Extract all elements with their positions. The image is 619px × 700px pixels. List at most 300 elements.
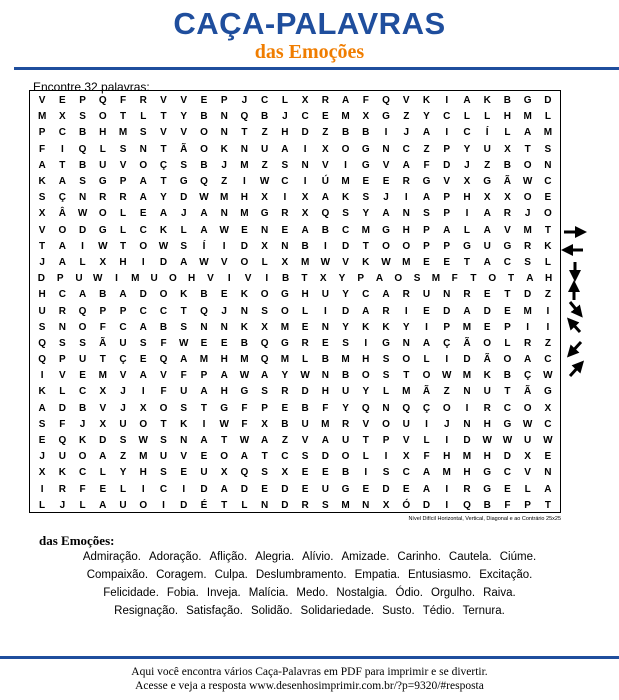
grid-cell[interactable]: V xyxy=(244,273,252,285)
grid-cell[interactable]: Ã xyxy=(422,386,431,398)
grid-cell[interactable]: W xyxy=(199,256,209,268)
grid-cell[interactable]: Q xyxy=(260,337,269,349)
grid-cell[interactable]: A xyxy=(463,305,471,317)
grid-cell[interactable]: Y xyxy=(342,321,349,333)
grid-cell[interactable]: A xyxy=(443,224,451,236)
grid-cell[interactable]: D xyxy=(422,499,431,511)
grid-cell[interactable]: E xyxy=(402,483,410,495)
grid-cell[interactable]: U xyxy=(422,289,431,301)
grid-cell[interactable]: X xyxy=(261,418,268,430)
grid-cell[interactable]: K xyxy=(180,289,188,301)
grid-cell[interactable]: S xyxy=(79,111,86,123)
grid-cell[interactable]: E xyxy=(504,483,511,495)
grid-cell[interactable]: O xyxy=(78,321,87,333)
grid-cell[interactable]: S xyxy=(38,418,46,430)
grid-cell[interactable]: P xyxy=(56,273,64,285)
grid-cell[interactable]: O xyxy=(382,418,390,430)
grid-cell[interactable]: P xyxy=(99,305,107,317)
grid-cell[interactable]: H xyxy=(139,467,147,479)
grid-cell[interactable]: B xyxy=(78,402,87,414)
grid-cell[interactable]: N xyxy=(443,289,451,301)
grid-cell[interactable]: N xyxy=(402,208,410,220)
grid-cell[interactable]: L xyxy=(241,499,248,511)
grid-cell[interactable]: L xyxy=(544,111,551,123)
grid-cell[interactable]: N xyxy=(78,192,87,204)
grid-cell[interactable]: W xyxy=(320,256,331,268)
grid-cell[interactable]: X xyxy=(99,418,107,430)
grid-cell[interactable]: U xyxy=(119,418,127,430)
grid-cell[interactable]: A xyxy=(180,256,188,268)
grid-cell[interactable]: B xyxy=(200,159,208,171)
grid-cell[interactable]: G xyxy=(382,337,390,349)
grid-cell[interactable]: W xyxy=(93,273,103,285)
grid-cell[interactable]: T xyxy=(119,111,127,123)
grid-cell[interactable]: M xyxy=(462,451,472,463)
grid-cell[interactable]: H xyxy=(321,386,329,398)
grid-cell[interactable]: B xyxy=(321,224,329,236)
grid-cell[interactable]: Ç xyxy=(119,354,127,366)
grid-cell[interactable]: B xyxy=(301,402,309,414)
grid-cell[interactable]: K xyxy=(483,95,491,106)
grid-cell[interactable]: T xyxy=(362,240,369,252)
grid-cell[interactable]: V xyxy=(180,127,188,139)
grid-cell[interactable]: Q xyxy=(321,208,330,220)
grid-cell[interactable]: T xyxy=(241,127,248,139)
grid-cell[interactable]: D xyxy=(544,95,552,106)
grid-cell[interactable]: C xyxy=(341,224,350,236)
grid-cell[interactable]: Ç xyxy=(443,337,451,349)
grid-cell[interactable]: I xyxy=(141,483,145,495)
grid-cell[interactable]: Q xyxy=(200,305,208,317)
grid-cell[interactable]: A xyxy=(422,467,431,479)
grid-cell[interactable]: S xyxy=(59,337,66,349)
grid-cell[interactable]: M xyxy=(341,354,350,366)
grid-cell[interactable]: E xyxy=(200,95,208,106)
grid-cell[interactable]: X xyxy=(504,192,511,204)
grid-cell[interactable]: A xyxy=(200,208,208,220)
grid-cell[interactable]: A xyxy=(261,435,269,447)
grid-cell[interactable]: W xyxy=(543,370,553,382)
grid-cell[interactable]: A xyxy=(58,256,66,268)
grid-cell[interactable]: P xyxy=(443,143,451,155)
grid-cell[interactable]: F xyxy=(39,143,46,155)
grid-cell[interactable]: B xyxy=(159,321,168,333)
grid-cell[interactable]: W xyxy=(522,418,533,430)
grid-cell[interactable]: I xyxy=(546,321,550,333)
grid-cell[interactable]: M xyxy=(280,321,290,333)
grid-cell[interactable]: S xyxy=(342,208,349,220)
grid-cell[interactable]: E xyxy=(301,467,309,479)
grid-cell[interactable]: Z xyxy=(544,337,551,349)
grid-cell[interactable]: U xyxy=(402,418,410,430)
grid-cell[interactable]: P xyxy=(261,402,268,414)
grid-cell[interactable]: A xyxy=(422,337,431,349)
grid-cell[interactable]: R xyxy=(402,289,410,301)
grid-cell[interactable]: R xyxy=(99,192,107,204)
grid-cell[interactable]: O xyxy=(341,451,350,463)
grid-cell[interactable]: A xyxy=(200,435,208,447)
grid-cell[interactable]: H xyxy=(443,451,451,463)
grid-cell[interactable]: D xyxy=(483,305,491,317)
grid-cell[interactable]: O xyxy=(139,418,148,430)
grid-cell[interactable]: A xyxy=(483,208,491,220)
grid-cell[interactable]: D xyxy=(443,159,451,171)
grid-cell[interactable]: V xyxy=(524,467,531,479)
grid-cell[interactable]: H xyxy=(402,224,410,236)
grid-cell[interactable]: A xyxy=(58,175,66,187)
grid-cell[interactable]: E xyxy=(483,321,491,333)
grid-cell[interactable]: A xyxy=(463,95,471,106)
grid-cell[interactable]: Z xyxy=(403,111,410,123)
grid-cell[interactable]: S xyxy=(382,354,390,366)
grid-cell[interactable]: G xyxy=(422,175,431,187)
grid-cell[interactable]: Z xyxy=(544,289,551,301)
grid-cell[interactable]: P xyxy=(79,95,86,106)
grid-cell[interactable]: N xyxy=(301,159,309,171)
grid-cell[interactable]: L xyxy=(423,354,430,366)
grid-cell[interactable]: U xyxy=(261,143,269,155)
grid-cell[interactable]: N xyxy=(200,321,208,333)
grid-cell[interactable]: I xyxy=(115,273,118,285)
grid-cell[interactable]: I xyxy=(364,467,368,479)
grid-cell[interactable]: L xyxy=(119,208,127,220)
grid-cell[interactable]: X xyxy=(99,386,107,398)
grid-cell[interactable]: A xyxy=(159,208,168,220)
grid-cell[interactable]: A xyxy=(483,256,491,268)
grid-cell[interactable]: X xyxy=(281,256,289,268)
grid-cell[interactable]: I xyxy=(141,256,145,268)
grid-cell[interactable]: M xyxy=(240,354,249,366)
grid-cell[interactable]: L xyxy=(79,256,86,268)
grid-cell[interactable]: I xyxy=(162,499,165,511)
grid-cell[interactable]: G xyxy=(98,224,107,236)
grid-cell[interactable]: H xyxy=(119,256,127,268)
grid-cell[interactable]: G xyxy=(240,386,249,398)
grid-cell[interactable]: T xyxy=(544,224,551,236)
grid-cell[interactable]: B xyxy=(483,499,491,511)
grid-cell[interactable]: T xyxy=(507,273,515,285)
grid-cell[interactable]: S xyxy=(119,143,127,155)
grid-cell[interactable]: A xyxy=(58,240,66,252)
grid-cell[interactable]: Y xyxy=(338,273,346,285)
grid-cell[interactable]: A xyxy=(524,354,532,366)
grid-cell[interactable]: D xyxy=(200,483,208,495)
grid-cell[interactable]: N xyxy=(220,127,228,139)
grid-cell[interactable]: V xyxy=(443,175,451,187)
grid-cell[interactable]: A xyxy=(301,224,309,236)
grid-cell[interactable]: P xyxy=(119,175,127,187)
grid-cell[interactable]: H xyxy=(188,273,196,285)
grid-cell[interactable]: O xyxy=(394,273,403,285)
grid-cell[interactable]: T xyxy=(59,159,66,171)
grid-cell[interactable]: S xyxy=(79,337,86,349)
grid-cell[interactable]: O xyxy=(422,370,431,382)
grid-cell[interactable]: I xyxy=(265,273,269,285)
grid-cell[interactable]: U xyxy=(180,386,188,398)
grid-cell[interactable]: C xyxy=(402,143,410,155)
grid-cell[interactable]: X xyxy=(38,467,46,479)
grid-cell[interactable]: G xyxy=(483,467,492,479)
grid-cell[interactable]: Ã xyxy=(483,354,491,366)
grid-cell[interactable]: Y xyxy=(362,386,370,398)
grid-cell[interactable]: M xyxy=(523,305,532,317)
grid-cell[interactable]: W xyxy=(239,435,250,447)
grid-cell[interactable]: U xyxy=(301,418,309,430)
grid-cell[interactable]: M xyxy=(220,192,229,204)
grid-cell[interactable]: W xyxy=(98,240,108,252)
grid-cell[interactable]: W xyxy=(199,192,209,204)
grid-cell[interactable]: S xyxy=(261,386,268,398)
grid-cell[interactable]: F xyxy=(423,451,430,463)
grid-cell[interactable]: Y xyxy=(423,111,430,123)
grid-cell[interactable]: X xyxy=(59,111,66,123)
grid-cell[interactable]: S xyxy=(119,435,127,447)
grid-cell[interactable]: H xyxy=(38,289,46,301)
grid-cell[interactable]: A xyxy=(78,289,87,301)
grid-cell[interactable]: G xyxy=(382,111,390,123)
grid-cell[interactable]: O xyxy=(442,402,451,414)
grid-cell[interactable]: M xyxy=(442,467,451,479)
grid-cell[interactable]: C xyxy=(159,305,168,317)
grid-cell[interactable]: I xyxy=(404,305,408,317)
grid-cell[interactable]: I xyxy=(425,418,428,430)
grid-cell[interactable]: U xyxy=(483,143,491,155)
grid-cell[interactable]: S xyxy=(160,435,167,447)
grid-cell[interactable]: A xyxy=(119,289,127,301)
grid-cell[interactable]: N xyxy=(139,143,147,155)
grid-cell[interactable]: E xyxy=(423,305,430,317)
grid-cell[interactable]: B xyxy=(301,240,309,252)
grid-cell[interactable]: A xyxy=(99,451,107,463)
grid-cell[interactable]: C xyxy=(544,175,552,187)
grid-cell[interactable]: G xyxy=(280,337,289,349)
grid-cell[interactable]: Y xyxy=(342,289,349,301)
grid-cell[interactable]: A xyxy=(261,370,269,382)
grid-cell[interactable]: T xyxy=(160,418,167,430)
grid-cell[interactable]: V xyxy=(382,159,390,171)
grid-cell[interactable]: S xyxy=(281,159,289,171)
grid-cell[interactable]: D xyxy=(524,289,532,301)
grid-cell[interactable]: U xyxy=(99,159,107,171)
grid-cell[interactable]: W xyxy=(178,337,189,349)
grid-cell[interactable]: G xyxy=(483,175,492,187)
grid-cell[interactable]: E xyxy=(38,435,46,447)
grid-cell[interactable]: A xyxy=(180,354,188,366)
grid-cell[interactable]: Q xyxy=(159,354,168,366)
grid-cell[interactable]: T xyxy=(301,273,308,285)
grid-cell[interactable]: I xyxy=(445,354,449,366)
grid-cell[interactable]: R xyxy=(524,240,532,252)
grid-cell[interactable]: P xyxy=(357,273,365,285)
grid-cell[interactable]: H xyxy=(220,386,228,398)
grid-cell[interactable]: Y xyxy=(119,467,127,479)
grid-cell[interactable]: W xyxy=(502,435,513,447)
grid-cell[interactable]: M xyxy=(240,159,249,171)
grid-cell[interactable]: B xyxy=(281,273,290,285)
grid-cell[interactable]: H xyxy=(301,289,309,301)
grid-cell[interactable]: J xyxy=(39,451,45,463)
grid-cell[interactable]: N xyxy=(220,111,228,123)
grid-cell[interactable]: S xyxy=(180,240,188,252)
grid-cell[interactable]: M xyxy=(402,386,411,398)
grid-cell[interactable]: A xyxy=(240,451,249,463)
grid-cell[interactable]: N xyxy=(58,321,66,333)
grid-cell[interactable]: E xyxy=(139,208,147,220)
grid-cell[interactable]: R xyxy=(382,305,390,317)
grid-cell[interactable]: A xyxy=(200,224,208,236)
grid-cell[interactable]: L xyxy=(524,483,531,495)
grid-cell[interactable]: E xyxy=(544,192,552,204)
grid-cell[interactable]: W xyxy=(219,418,229,430)
grid-cell[interactable]: A xyxy=(382,289,390,301)
grid-cell[interactable]: O xyxy=(341,143,350,155)
grid-cell[interactable]: O xyxy=(159,402,168,414)
grid-cell[interactable]: O xyxy=(98,208,107,220)
grid-cell[interactable]: S xyxy=(382,467,390,479)
grid-cell[interactable]: D xyxy=(301,386,309,398)
grid-cell[interactable]: G xyxy=(98,175,107,187)
grid-cell[interactable]: A xyxy=(483,224,491,236)
grid-cell[interactable]: M xyxy=(131,273,140,285)
grid-cell[interactable]: O xyxy=(139,159,148,171)
grid-cell[interactable]: X xyxy=(322,143,329,155)
grid-cell[interactable]: D xyxy=(503,451,512,463)
grid-cell[interactable]: R xyxy=(301,499,309,511)
grid-cell[interactable]: J xyxy=(221,305,227,317)
grid-cell[interactable]: A xyxy=(422,192,431,204)
grid-cell[interactable]: W xyxy=(522,175,533,187)
grid-cell[interactable]: N xyxy=(321,321,329,333)
grid-cell[interactable]: U xyxy=(321,483,329,495)
grid-cell[interactable]: P xyxy=(382,435,390,447)
grid-cell[interactable]: O xyxy=(139,499,148,511)
grid-cell[interactable]: W xyxy=(239,370,250,382)
grid-cell[interactable]: V xyxy=(119,159,127,171)
grid-cell[interactable]: É xyxy=(200,499,208,511)
grid-cell[interactable]: A xyxy=(139,175,147,187)
grid-cell[interactable]: D xyxy=(341,305,350,317)
grid-cell[interactable]: B xyxy=(261,111,269,123)
grid-cell[interactable]: G xyxy=(543,386,552,398)
grid-cell[interactable]: O xyxy=(240,256,249,268)
grid-cell[interactable]: J xyxy=(464,159,470,171)
grid-cell[interactable]: V xyxy=(207,273,214,285)
grid-cell[interactable]: V xyxy=(362,418,370,430)
grid-cell[interactable]: J xyxy=(241,95,248,106)
grid-cell[interactable]: Â xyxy=(58,208,66,220)
grid-cell[interactable]: Z xyxy=(261,127,268,139)
grid-cell[interactable]: C xyxy=(58,127,66,139)
grid-cell[interactable]: F xyxy=(322,402,329,414)
grid-cell[interactable]: O xyxy=(402,240,411,252)
grid-cell[interactable]: O xyxy=(523,402,532,414)
grid-cell[interactable]: L xyxy=(59,386,66,398)
grid-cell[interactable]: O xyxy=(139,240,148,252)
grid-cell[interactable]: C xyxy=(544,354,552,366)
grid-cell[interactable]: F xyxy=(451,273,458,285)
grid-cell[interactable]: M xyxy=(98,370,107,382)
grid-cell[interactable]: O xyxy=(523,192,532,204)
grid-cell[interactable]: K xyxy=(362,321,370,333)
grid-cell[interactable]: Ç xyxy=(524,370,532,382)
grid-cell[interactable]: U xyxy=(321,289,329,301)
grid-cell[interactable]: F xyxy=(99,321,106,333)
grid-cell[interactable]: A xyxy=(524,127,532,139)
grid-cell[interactable]: X xyxy=(319,273,327,285)
grid-cell[interactable]: N xyxy=(382,402,390,414)
grid-cell[interactable]: I xyxy=(303,175,307,187)
grid-cell[interactable]: X xyxy=(301,95,309,106)
grid-cell[interactable]: N xyxy=(402,337,410,349)
grid-cell[interactable]: I xyxy=(283,192,287,204)
grid-cell[interactable]: P xyxy=(200,370,208,382)
grid-cell[interactable]: E xyxy=(200,337,208,349)
grid-cell[interactable]: D xyxy=(443,305,451,317)
grid-cell[interactable]: Q xyxy=(200,175,208,187)
grid-cell[interactable]: U xyxy=(524,435,532,447)
grid-cell[interactable]: T xyxy=(261,451,268,463)
grid-cell[interactable]: S xyxy=(301,451,309,463)
grid-cell[interactable]: X xyxy=(281,467,289,479)
grid-cell[interactable]: D xyxy=(139,289,147,301)
grid-cell[interactable]: Z xyxy=(322,127,329,139)
grid-cell[interactable]: X xyxy=(261,192,268,204)
grid-cell[interactable]: R xyxy=(281,386,289,398)
grid-cell[interactable]: E xyxy=(79,370,86,382)
grid-cell[interactable]: L xyxy=(99,143,106,155)
grid-cell[interactable]: T xyxy=(470,273,477,285)
grid-cell[interactable]: C xyxy=(443,111,451,123)
grid-cell[interactable]: G xyxy=(361,143,370,155)
grid-cell[interactable]: K xyxy=(38,175,46,187)
grid-cell[interactable]: R xyxy=(503,208,512,220)
grid-cell[interactable]: U xyxy=(58,451,66,463)
grid-cell[interactable]: D xyxy=(78,224,87,236)
grid-cell[interactable]: K xyxy=(240,321,249,333)
grid-cell[interactable]: V xyxy=(220,256,228,268)
grid-cell[interactable]: Ã xyxy=(463,337,471,349)
grid-cell[interactable]: U xyxy=(483,240,491,252)
grid-cell[interactable]: F xyxy=(180,370,187,382)
grid-cell[interactable]: L xyxy=(382,386,390,398)
grid-cell[interactable]: M xyxy=(341,111,350,123)
grid-cell[interactable]: J xyxy=(79,418,86,430)
grid-cell[interactable]: T xyxy=(160,111,167,123)
grid-cell[interactable]: Q xyxy=(240,111,249,123)
grid-cell[interactable]: D xyxy=(58,402,66,414)
grid-cell[interactable]: H xyxy=(463,467,471,479)
grid-cell[interactable]: E xyxy=(301,321,309,333)
grid-cell[interactable]: U xyxy=(119,499,127,511)
grid-cell[interactable]: Q xyxy=(58,435,67,447)
grid-cell[interactable]: F xyxy=(504,499,511,511)
grid-cell[interactable]: D xyxy=(37,273,45,285)
grid-cell[interactable]: N xyxy=(261,499,269,511)
grid-cell[interactable]: E xyxy=(261,483,268,495)
grid-cell[interactable]: Z xyxy=(423,143,430,155)
grid-cell[interactable]: X xyxy=(220,467,228,479)
grid-cell[interactable]: A xyxy=(220,483,228,495)
grid-cell[interactable]: X xyxy=(483,192,491,204)
grid-cell[interactable]: C xyxy=(159,483,168,495)
grid-cell[interactable]: N xyxy=(463,418,471,430)
grid-cell[interactable]: Q xyxy=(260,354,269,366)
grid-cell[interactable]: E xyxy=(180,467,188,479)
grid-cell[interactable]: K xyxy=(180,418,188,430)
grid-cell[interactable]: B xyxy=(321,354,329,366)
grid-cell[interactable]: S xyxy=(38,321,46,333)
grid-cell[interactable]: O xyxy=(503,354,512,366)
